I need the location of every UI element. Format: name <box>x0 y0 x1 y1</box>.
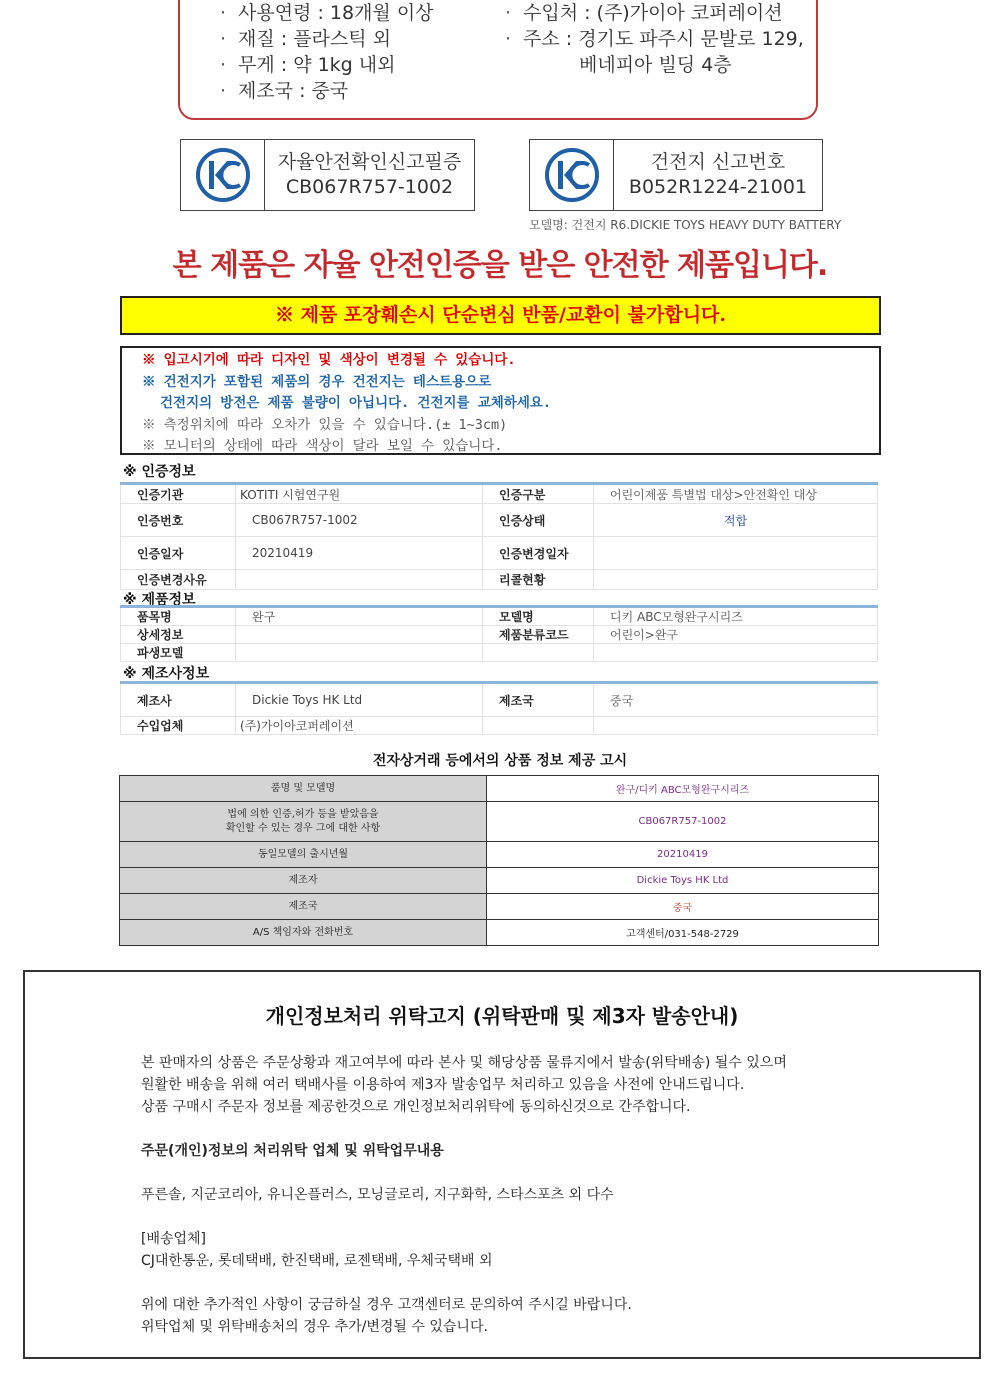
cell-value <box>594 570 878 590</box>
ec-value-cell: 20210419 <box>487 842 879 868</box>
kc-mark-icon <box>542 147 602 203</box>
table-row <box>121 607 878 626</box>
kc-text <box>614 140 822 210</box>
spec-item: · 재질 : 플라스틱 외 <box>220 28 391 50</box>
table-row <box>121 504 878 537</box>
cell-value <box>236 570 483 590</box>
notice-design-change: ※ 입고시기에 따라 디자인 및 색상이 변경될 수 있습니다. <box>142 352 516 368</box>
cell-value: 디키 ABC모형완구시리즈 <box>594 607 878 626</box>
spec-right-column <box>505 0 804 78</box>
cell-label <box>483 717 594 735</box>
spec-item: · 제조국 : 중국 <box>220 80 349 102</box>
spec-item: · 무게 : 약 1kg 내외 <box>220 54 396 76</box>
cell-value <box>236 644 483 662</box>
cert-status-value: 적합 <box>594 504 878 537</box>
kc-mark-icon <box>193 147 253 203</box>
table-row <box>121 717 878 735</box>
kc-number: CB067R757-1002 <box>285 176 454 198</box>
privacy-shipping-label: [배송업체] <box>141 1231 207 1247</box>
kc-cert-box-battery <box>529 139 823 211</box>
table-row <box>120 802 879 842</box>
spec-box <box>178 0 818 120</box>
privacy-companies: 푸른솔, 지군코리아, 유니온플러스, 모닝글로리, 지구화학, 스타스포츠 외 다수 <box>141 1187 614 1203</box>
cell-label: 인증변경일자 <box>483 537 594 570</box>
cell-value: 어린이제품 특별법 대상>안전확인 대상 <box>594 484 878 504</box>
kc-label: 자율안전확인신고필증 <box>277 151 462 173</box>
table-row <box>121 484 878 504</box>
cell-label: 리콜현황 <box>483 570 594 590</box>
cell-label: 파생모델 <box>121 644 236 662</box>
cell-label: 모델명 <box>483 607 594 626</box>
return-notice-banner: ※ 제품 포장훼손시 단순변심 반품/교환이 불가합니다. <box>120 296 881 335</box>
table-row <box>121 537 878 570</box>
table-row <box>120 920 879 946</box>
cell-value: 완구 <box>236 607 483 626</box>
table-row <box>121 644 878 662</box>
notice-battery-1: ※ 건전지가 포함된 제품의 경우 건전지는 테스트용으로 <box>142 373 492 390</box>
cell-value <box>594 644 878 662</box>
cell-value: 20210419 <box>236 537 483 570</box>
table-row <box>120 776 879 802</box>
privacy-shipping-companies: CJ대한통운, 롯데택배, 한진택배, 로젠택배, 우체국택배 외 <box>141 1253 493 1269</box>
cell-label: 인증번호 <box>121 504 236 537</box>
privacy-notice-box <box>23 970 981 1359</box>
kc-label: 건전지 신고번호 <box>650 151 786 173</box>
table-row <box>120 842 879 868</box>
privacy-paragraph: 상품 구매시 주문자 정보를 제공한것으로 개인정보처리위탁에 동의하신것으로 간주합니다. <box>141 1099 691 1115</box>
ec-header-cell: 제조국 <box>120 894 487 920</box>
notice-measure: ※ 측정위치에 따라 오차가 있을 수 있습니다.(± 1~3cm) <box>142 416 508 433</box>
privacy-paragraph: 위에 대한 추가적인 사항이 궁금하실 경우 고객센터로 문의하여 주시길 바랍니다. <box>141 1297 632 1313</box>
cell-value: CB067R757-1002 <box>236 504 483 537</box>
cell-value: (주)가이아코퍼레이션 <box>236 717 483 735</box>
kc-text <box>265 140 474 210</box>
table-row <box>121 683 878 717</box>
table-row <box>120 894 879 920</box>
maker-table <box>120 681 878 735</box>
cell-value <box>236 626 483 644</box>
cell-value <box>594 717 878 735</box>
table-row <box>121 570 878 590</box>
ecommerce-table <box>119 775 879 946</box>
kc-number: B052R1224-21001 <box>628 176 808 198</box>
privacy-paragraph: 본 판매자의 상품은 주문상황과 재고여부에 따라 본사 및 해당상품 물류지에서 발송(위탁배송) 될수 있으며 <box>141 1055 787 1071</box>
privacy-body <box>141 1052 787 1338</box>
kc-logo <box>530 140 614 210</box>
cell-label: 제조사 <box>121 683 236 717</box>
product-section-title: ※ 제품정보 <box>123 592 196 608</box>
cell-label: 인증상태 <box>483 504 594 537</box>
cert-table <box>120 482 878 590</box>
spec-item: · 사용연령 : 18개월 이상 <box>220 2 434 24</box>
ec-header-cell: 동일모델의 출시년월 <box>120 842 487 868</box>
table-row <box>121 626 878 644</box>
privacy-paragraph: 위탁업체 및 위탁배송처의 경우 추가/변경될 수 있습니다. <box>141 1319 488 1335</box>
maker-section-title: ※ 제조사정보 <box>123 666 210 682</box>
ec-header-cell: 품명 및 모델명 <box>120 776 487 802</box>
ecommerce-title: 전자상거래 등에서의 상품 정보 제공 고시 <box>372 753 628 769</box>
privacy-subheading: 주문(개인)정보의 처리위탁 업체 및 위탁업무내용 <box>141 1143 444 1159</box>
cell-label: 인증일자 <box>121 537 236 570</box>
notice-battery-2: 건전지의 방전은 제품 불량이 아닙니다. 건전지를 교체하세요. <box>160 395 552 412</box>
table-row <box>120 868 879 894</box>
notice-box <box>120 346 881 455</box>
ec-value-cell: Dickie Toys HK Ltd <box>487 868 879 894</box>
cell-value: 중국 <box>594 683 878 717</box>
ec-header-cell: 제조자 <box>120 868 487 894</box>
spec-item: 베네피아 빌딩 4층 <box>579 54 732 76</box>
cell-value: 어린이>완구 <box>594 626 878 644</box>
privacy-paragraph: 원활한 배송을 위해 여러 택배사를 이용하여 제3자 발송업무 처리하고 있음을 사전에 안내드립니다. <box>141 1077 745 1093</box>
cell-label <box>483 644 594 662</box>
cell-label: 품목명 <box>121 607 236 626</box>
safety-title: 본 제품은 자율 안전인증을 받은 안전한 제품입니다. <box>172 248 828 283</box>
cell-value: KOTITI 시험연구원 <box>236 484 483 504</box>
kc-logo <box>181 140 265 210</box>
cell-value: Dickie Toys HK Ltd <box>236 683 483 717</box>
ec-value-cell: CB067R757-1002 <box>487 802 879 842</box>
ec-value-cell: 완구/디키 ABC모형완구시리즈 <box>487 776 879 802</box>
cell-label: 상세정보 <box>121 626 236 644</box>
notice-monitor: ※ 모니터의 상태에 따라 색상이 달라 보일 수 있습니다. <box>142 438 503 455</box>
spec-item: · 주소 : 경기도 파주시 문발로 129, <box>505 28 804 50</box>
kc-cert-box-safety <box>180 139 475 211</box>
privacy-title: 개인정보처리 위탁고지 (위탁판매 및 제3자 발송안내) <box>265 1004 739 1028</box>
cell-label: 제품분류코드 <box>483 626 594 644</box>
cell-label: 인증구분 <box>483 484 594 504</box>
cell-value <box>594 537 878 570</box>
product-table <box>120 605 878 662</box>
cell-label: 제조국 <box>483 683 594 717</box>
kc-model-note: 모델명: 건전지 R6.DICKIE TOYS HEAVY DUTY BATTERY <box>529 218 842 232</box>
cert-section-title: ※ 인증정보 <box>123 464 196 480</box>
ec-header-cell: A/S 책임자와 전화번호 <box>120 920 487 946</box>
cell-label: 인증변경사유 <box>121 570 236 590</box>
ec-value-cell: 중국 <box>487 894 879 920</box>
spec-item: · 수입처 : (주)가이아 코퍼레이션 <box>505 2 783 24</box>
cell-label: 수입업체 <box>121 717 236 735</box>
ec-header-cell: 법에 의한 인증,허가 등을 받았음을 확인할 수 있는 경우 그에 대한 사항 <box>120 802 487 842</box>
ec-value-cell: 고객센터/031-548-2729 <box>487 920 879 946</box>
spec-left-column <box>220 0 434 104</box>
cell-label: 인증기관 <box>121 484 236 504</box>
